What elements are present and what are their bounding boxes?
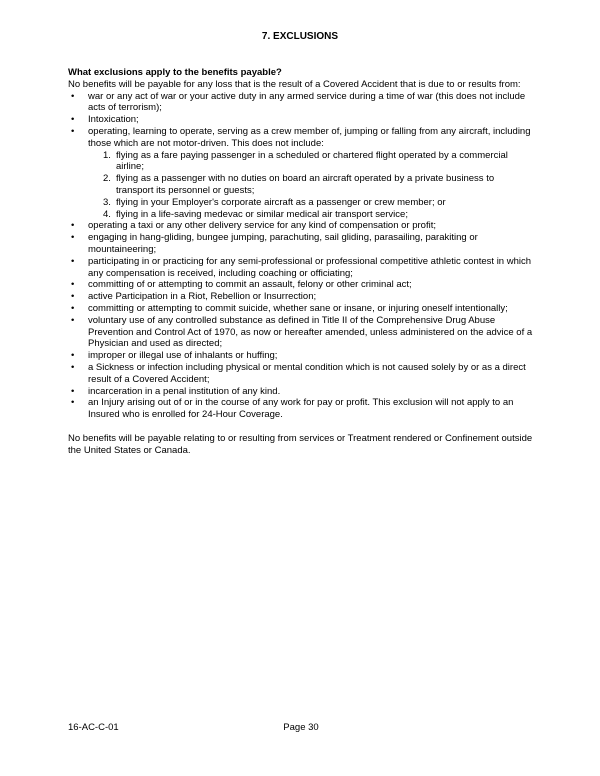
bullet-marker: • [71, 302, 75, 314]
page-title: 7. EXCLUSIONS [261, 31, 339, 42]
subitem-text: flying in a life-saving medevac or similar medical air transport service; [116, 208, 408, 220]
list-item-text: operating a taxi or any other delivery service for any kind of compensation or profit; [88, 220, 436, 232]
numbered-subitem [88, 173, 534, 197]
bullet-marker: • [71, 90, 75, 102]
numbered-subitem [88, 150, 534, 174]
section-question-heading: What exclusions apply to the benefits payable? [68, 67, 282, 78]
intro-paragraph: No benefits will be payable for any loss that is the result of a Covered Accident that is due to or results from: [68, 78, 521, 90]
bullet-marker: • [71, 397, 75, 409]
list-item [68, 315, 534, 350]
list-item-text: voluntary use of any controlled substance as defined in Title II of the Comprehensive Drug Abuse Prevention and Control Act of 1970, as now or hereafter amended, unless administered on the advice of a Physician and used as directed; [88, 314, 533, 350]
bullet-marker: • [71, 291, 75, 303]
subitem-number: 1. [103, 149, 111, 161]
closing-paragraph: No benefits will be payable relating to or resulting from services or Treatment rendered or Confinement outside the United States or Canada. [68, 432, 533, 456]
list-item [68, 126, 534, 220]
subitem-text: flying in your Employer's corporate aircraft as a passenger or crew member; or [116, 196, 446, 208]
list-item-text: improper or illegal use of inhalants or huffing; [88, 350, 278, 362]
list-item [68, 220, 534, 232]
list-item-text: an Injury arising out of or in the course of any work for pay or profit. This exclusion will not apply to an Insured who is enrolled for 24-Hour Coverage. [88, 397, 514, 421]
bullet-marker: • [71, 232, 75, 244]
page-number: Page 30 [283, 722, 319, 733]
list-item [68, 362, 534, 386]
list-item [68, 303, 534, 315]
list-item-text: participating in or practicing for any semi-professional or professional competitive athletic contest in which any compensation is received, including coaching or officiating; [88, 255, 532, 279]
numbered-subitem [88, 197, 534, 209]
form-number: 16-AC-C-01 [68, 722, 119, 733]
bullet-marker: • [71, 255, 75, 267]
list-item-text: committing or attempting to commit suicide, whether sane or insane, or injuring oneself intentionally; [88, 302, 508, 314]
bullet-marker: • [71, 385, 75, 397]
list-item-text: active Participation in a Riot, Rebellion or Insurrection; [88, 291, 317, 303]
list-item [68, 386, 534, 398]
list-item [68, 91, 534, 115]
bullet-marker: • [71, 125, 75, 137]
list-item-text: operating, learning to operate, serving as a crew member of, jumping or falling from any aircraft, including those which are not motor-driven. This does not include: [88, 125, 531, 149]
list-item [68, 256, 534, 280]
bullet-marker: • [71, 350, 75, 362]
subitem-number: 3. [103, 196, 111, 208]
subitem-number: 2. [103, 173, 111, 185]
list-item-text: Intoxication; [88, 114, 139, 126]
list-item-text: a Sickness or infection including physical or mental condition which is not caused solely by or as a direct result of a Covered Accident; [88, 361, 526, 385]
bullet-marker: • [71, 361, 75, 373]
bullet-marker: • [71, 220, 75, 232]
list-item [68, 397, 534, 421]
list-item-text: incarceration in a penal institution of any kind. [88, 385, 281, 397]
list-item [68, 232, 534, 256]
list-item [68, 114, 534, 126]
list-item-body [88, 126, 534, 220]
numbered-subitem [88, 209, 534, 221]
list-item [68, 291, 534, 303]
list-item-text: committing of or attempting to commit an assault, felony or other criminal act; [88, 279, 412, 291]
list-item [68, 350, 534, 362]
bullet-marker: • [71, 114, 75, 126]
list-item-text: engaging in hang-gliding, bungee jumping, parachuting, sail gliding, parasailing, parakiting or mountaineering; [88, 232, 478, 255]
list-item [68, 279, 534, 291]
subitem-text: flying as a fare paying passenger in a scheduled or chartered flight operated by a commercial airline; [116, 149, 508, 173]
subitem-text: flying as a passenger with no duties on board an aircraft operated by a private business to transport its personnel or guests; [116, 173, 495, 196]
list-item-text: war or any act of war or your active duty in any armed service during a time of war (this does not include acts of terrorism); [88, 90, 526, 114]
bullet-marker: • [71, 314, 75, 326]
bullet-marker: • [71, 279, 75, 291]
subitem-number: 4. [103, 208, 111, 220]
document-body [68, 67, 534, 456]
